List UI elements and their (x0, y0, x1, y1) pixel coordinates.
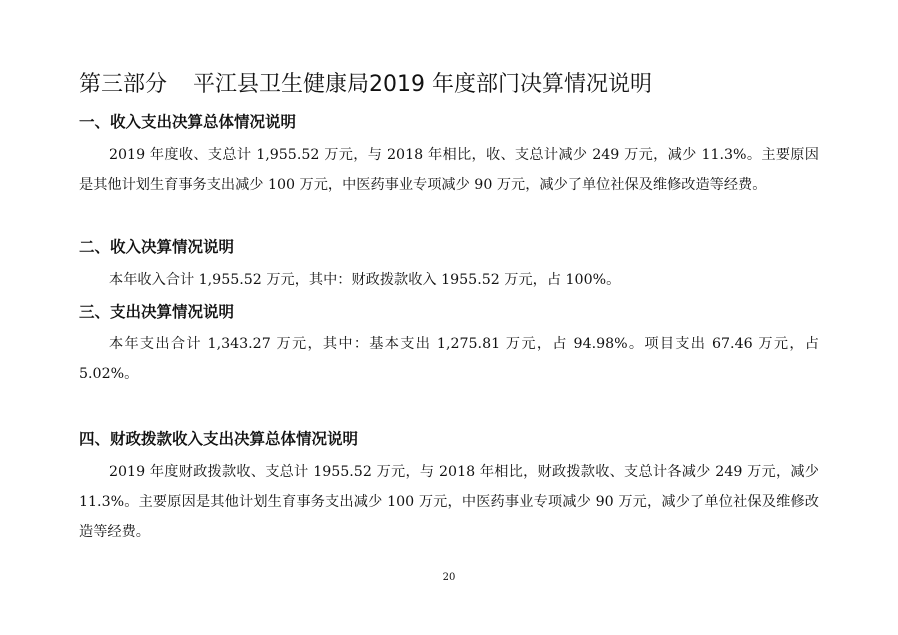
section-body-3: 本年支出合计 1,343.27 万元，其中：基本支出 1,275.81 万元，占 94.98%。项目支出 67.46 万元，占 5.02%。 (79, 336, 819, 382)
title-part-label: 第三部分 (79, 72, 168, 97)
title-name: 平江县卫生健康局2019 年度部门决算情况说明 (193, 72, 652, 97)
page-number: 20 (442, 572, 456, 583)
page-title (79, 70, 652, 100)
section-heading-2: 二、收入决算情况说明 (79, 238, 235, 256)
section-heading-1: 一、收入支出决算总体情况说明 (79, 113, 297, 131)
section-body-2: 本年收入合计 1,955.52 万元，其中：财政拨款收入 1955.52 万元，占 100%。 (109, 272, 621, 288)
section-body-1: 2019 年度收、支总计 1,955.52 万元，与 2018 年相比，收、支总计减少 249 万元，减少 11.3%。主要原因是其他计划生育事务支出减少 100 万元，中医药事业专项减少 90 万元，减少了单位社保及维修改造等经费。 (79, 147, 819, 193)
section-heading-3: 三、支出决算情况说明 (79, 303, 235, 321)
section-heading-4: 四、财政拨款收入支出决算总体情况说明 (79, 430, 359, 448)
section-body-4: 2019 年度财政拨款收、支总计 1955.52 万元，与 2018 年相比，财政拨款收、支总计各减少 249 万元，减少 11.3%。主要原因是其他计划生育事务支出减少 100 万元，中医药事业专项减少 90 万元，减少了单位社保及维修改造等经费。 (79, 464, 819, 540)
